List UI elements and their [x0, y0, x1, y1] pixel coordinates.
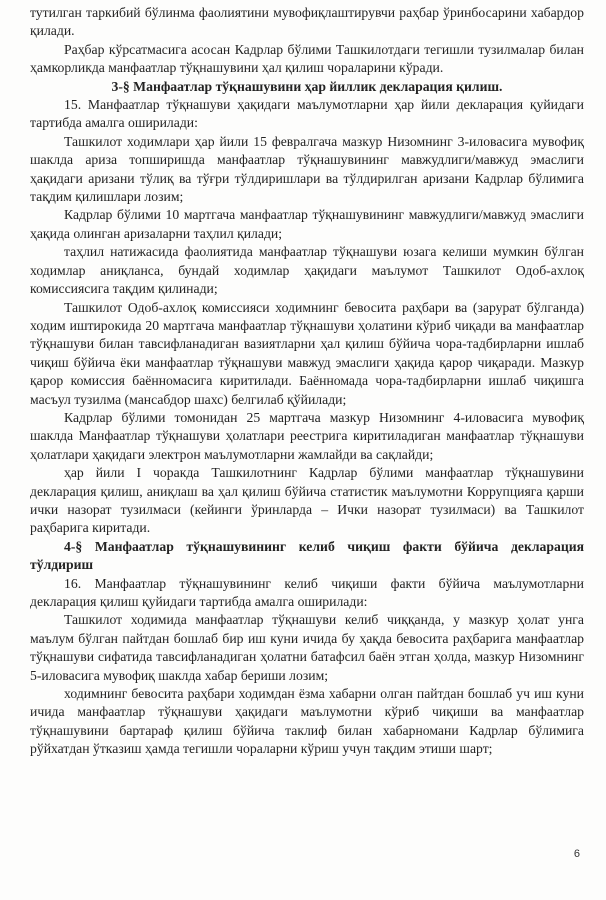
paragraph: Кадрлар бўлими томонидан 25 мартгача мазкур Низомнинг 4-иловасига мувофиқ шаклда Манфаатлар тўқнашуви ҳолатлари реестрига киритиладиган манфаатлар тўқнашуви ҳолатлари ҳақидаги электрон маълумотларни жамлайди ва сақлайди; [30, 409, 584, 462]
paragraph-continuation: тутилган таркибий бўлинма фаолиятини мувофиқлаштирувчи раҳбар ўринбосарини хабардор қилади. [30, 5, 584, 39]
page-number: 6 [573, 848, 580, 860]
paragraph: Раҳбар кўрсатмасига асосан Кадрлар бўлими Ташкилотдаги тегишли тузилмалар билан ҳамкорликда манфаатлар тўқнашувини ҳал қилиш чораларини кўради. [30, 41, 584, 76]
paragraph: Ташкилот Одоб-ахлоқ комиссияси ходимнинг бевосита раҳбари ва (зарурат бўлганда) ходим иштирокида 20 мартгача манфаатлар тўқнашуви ҳолатини кўриб чиқади ва манфаатлар тўқнашуви билан тавсифланадиган вазиятларни ҳал қилиш бўйича чора-тадбирларни ишлаб чиқиш бўйича ёки манфаатлар тўқнашуви мавжуд эмаслиги ҳақида қарор чиқаради. Мазкур қарор комиссия баённомасига киритилади. Баённомада чора-тадбирларни ишлаб чиқишга масъул тузилма (мансабдор шахс) белгилаб қўйилади; [30, 299, 584, 407]
paragraph-item-16: 16. Манфаатлар тўқнашувининг келиб чиқиши факти бўйича маълумотларни декларация қилиш қуйидаги тартибда амалга оширилади: [30, 575, 584, 609]
paragraph: Ташкилот ходимлари ҳар йили 15 февралгача мазкур Низомнинг 3-иловасига мувофиқ шаклда ариза топширишда манфаатлар тўқнашувининг мавжудлиги/мавжуд эмаслиги ҳақидаги аризани тўлиқ ва тўғри тўлдиришлари ва тўлдирилган аризани Кадрлар бўлимига тақдим қилишлари лозим; [30, 133, 584, 205]
paragraph: ҳар йили I чоракда Ташкилотнинг Кадрлар бўлими манфаатлар тўқнашувини декларация қилиш, аниқлаш ва ҳал қилиш бўйича статистик маълумотни Коррупцияга қарши ички назорат тузилмаси (кейинги ўринларда – Ички назорат тузилмаси) ва Ташкилот раҳбарига киритади. [30, 465, 584, 536]
paragraph-item-15: 15. Манфаатлар тўқнашуви ҳақидаги маълумотларни ҳар йили декларация қуйидаги тартибда амалга оширилади: [30, 97, 584, 131]
paragraph: Кадрлар бўлими 10 мартгача манфаатлар тўқнашувининг мавжудлиги/мавжуд эмаслиги ҳақида олинган аризаларни таҳлил қилади; [30, 207, 584, 241]
section-heading-3: 3-§ Манфаатлар тўқнашувини ҳар йиллик декларация қилиш. [111, 78, 503, 94]
paragraph: Ташкилот ходимида манфаатлар тўқнашуви келиб чиққанда, у мазкур ҳолат унга маълум бўлган пайтдан бошлаб бир иш куни ичида бу ҳақда бевосита раҳбарига манфаатлар тўқнашуви сифатида тавсифланадиган ҳолатни батафсил баён этган ҳолда, мазкур Низомнинг 5-иловасига мувофиқ шаклда хабар бериши лозим; [30, 612, 584, 683]
section-heading-4: 4-§ Манфаатлар тўқнашувининг келиб чиқиш факти бўйича декларация тўлдириш [30, 538, 584, 573]
paragraph: ходимнинг бевосита раҳбари ходимдан ёзма хабарни олган пайтдан бошлаб уч иш куни ичида манфаатлар тўқнашуви ҳақидаги маълумотни кўриб чиқиши ва манфаатлар тўқнашувини бартараф қилиш бўйича таклиф билан хабарномани Кадрлар бўлимига рўйхатдан ўтказиш ҳамда тегишли чораларни кўриш учун тақдим этиши шарт; [30, 686, 584, 757]
paragraph: таҳлил натижасида фаолиятида манфаатлар тўқнашуви юзага келиши мумкин бўлган ходимлар аниқланса, бундай ходимлар ҳақидаги маълумот Ташкилот Одоб-ахлоқ комиссиясига тақдим қилинади; [30, 244, 584, 297]
